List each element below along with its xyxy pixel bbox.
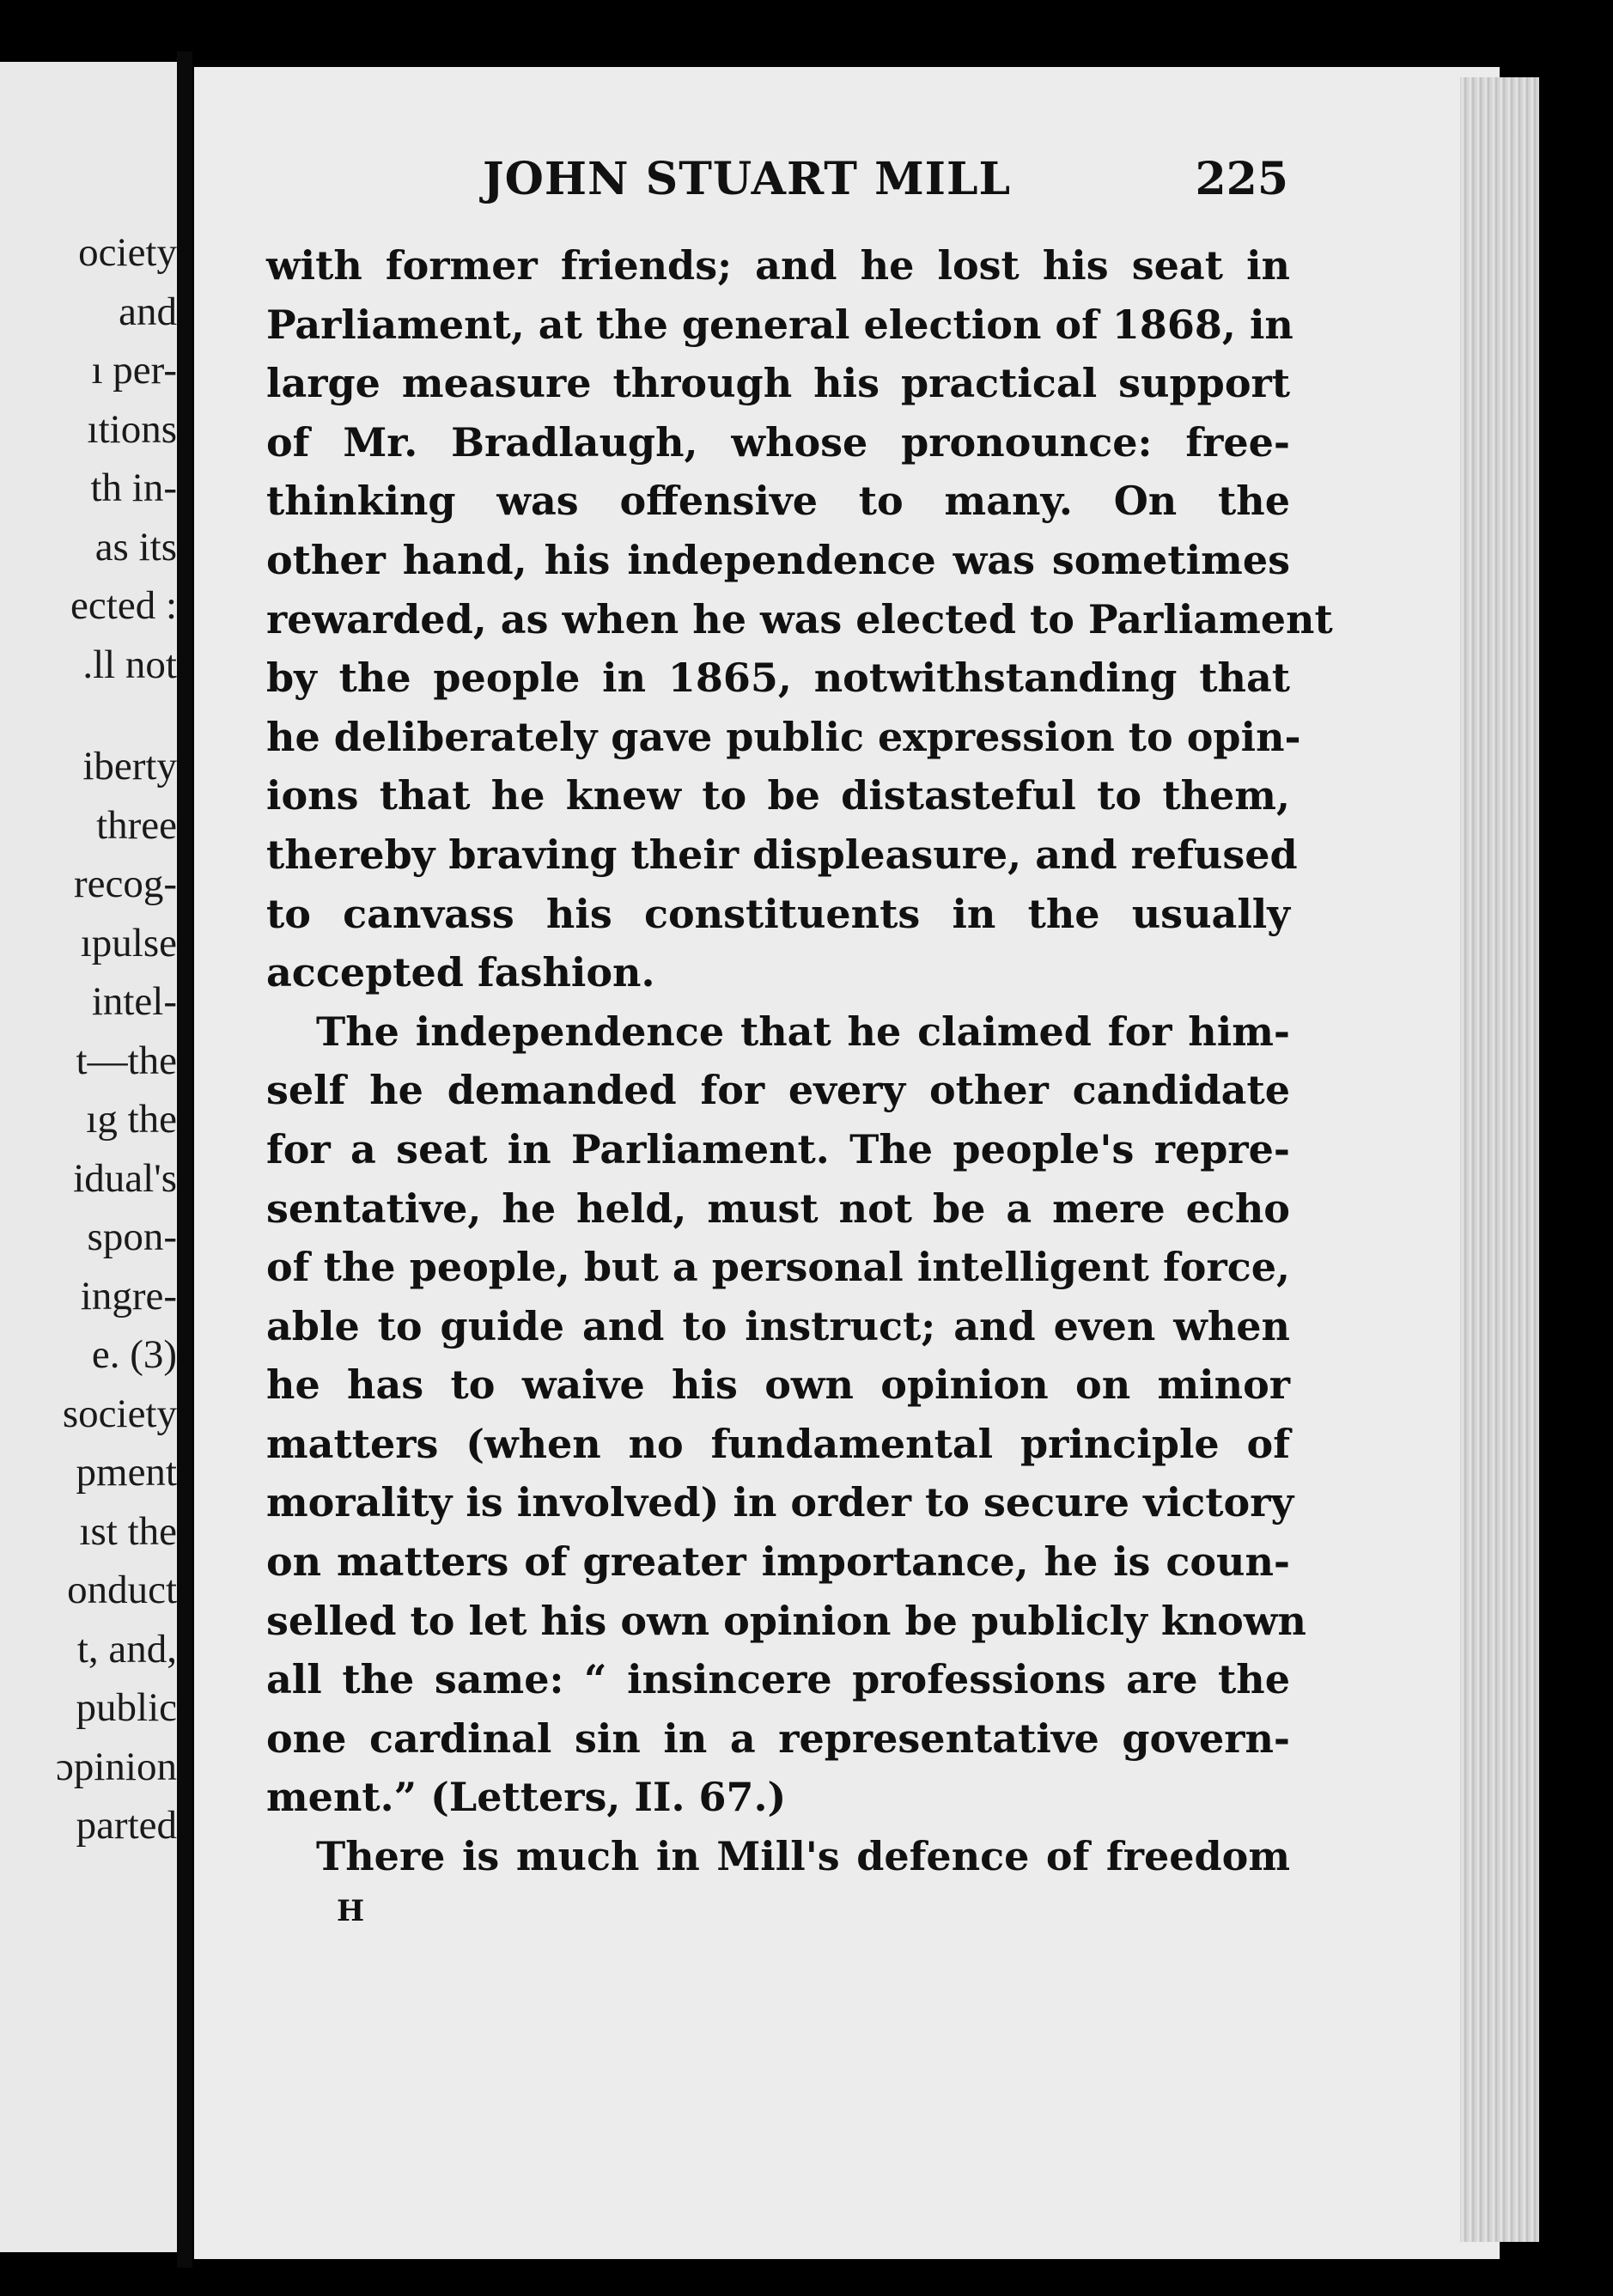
previous-page-line: iberty xyxy=(82,744,177,789)
text-line: The independence that he claimed for him- xyxy=(316,1008,1290,1055)
text-line: all the same: “ insincere professions are the xyxy=(266,1656,1290,1703)
text-line: sentative, he held, must not be a mere echo xyxy=(266,1185,1290,1232)
text-line: of Mr. Bradlaugh, whose pronounce: free- xyxy=(266,418,1290,466)
text-line: matters (when no fundamental principle of xyxy=(266,1420,1290,1467)
body-text xyxy=(266,236,1333,1886)
text-line: thereby braving their displeasure, and refused xyxy=(266,831,1298,878)
previous-page-line: spon- xyxy=(87,1215,177,1259)
previous-page-line: ıpulse xyxy=(80,920,177,965)
previous-page-line: parted xyxy=(76,1803,177,1848)
text-line: of the people, but a personal intelligent force, xyxy=(266,1244,1290,1291)
previous-page-line: intel- xyxy=(91,979,177,1024)
text-line: to canvass his constituents in the usually xyxy=(266,890,1290,937)
text-line: selled to let his own opinion be publicly known xyxy=(266,1597,1306,1644)
previous-page-fragment xyxy=(0,62,191,2252)
previous-page-line: recog- xyxy=(73,862,177,906)
previous-page-line: ıst the xyxy=(79,1508,177,1554)
text-line: morality is involved) in order to secure victory xyxy=(266,1479,1294,1526)
previous-page-line: ı per- xyxy=(91,348,177,393)
previous-page-line: ingre- xyxy=(80,1273,177,1319)
text-line: on matters of greater importance, he is coun- xyxy=(266,1538,1290,1586)
page-number: 225 xyxy=(1195,153,1288,205)
page-edges xyxy=(1460,77,1539,2242)
previous-page-line: three xyxy=(96,802,177,848)
text-line: large measure through his practical support xyxy=(266,360,1290,407)
text-line: There is much in Mill's defence of freedom xyxy=(316,1833,1290,1880)
previous-page-line: idual's xyxy=(73,1155,177,1201)
text-line: rewarded, as when he was elected to Parliament xyxy=(266,595,1333,643)
text-line: ions that he knew to be distasteful to them, xyxy=(266,772,1290,819)
previous-page-line: ıtions xyxy=(87,406,177,452)
signature-mark: H xyxy=(337,1894,365,1928)
previous-page-line: society xyxy=(62,1391,177,1436)
text-line: for a seat in Parliament. The people's repre- xyxy=(266,1125,1290,1172)
previous-page-line: ociety xyxy=(78,230,177,275)
text-line: thinking was offensive to many. On the xyxy=(266,478,1290,525)
previous-page-line: ıg the xyxy=(86,1097,177,1142)
previous-page-spacer xyxy=(56,694,177,737)
previous-page-line: t, and, xyxy=(76,1626,177,1672)
previous-page-line: public xyxy=(76,1685,177,1730)
text-line: ment.” (Letters, II. 67.) xyxy=(266,1774,787,1821)
previous-page-line: ɔpinion xyxy=(56,1744,177,1789)
text-line: Parliament, at the general election of 1868, in xyxy=(266,301,1293,348)
text-line: one cardinal sin in a representative govern- xyxy=(266,1714,1290,1762)
text-line: self he demanded for every other candidate xyxy=(266,1067,1290,1114)
text-line: by the people in 1865, notwithstanding that xyxy=(266,655,1290,702)
text-line: he deliberately gave public expression to opin- xyxy=(266,713,1301,760)
text-line: other hand, his independence was sometimes xyxy=(266,536,1290,583)
text-line: he has to waive his own opinion on minor xyxy=(266,1361,1290,1409)
text-line: able to guide and to instruct; and even when xyxy=(266,1302,1290,1349)
previous-page-line: ected : xyxy=(70,583,177,628)
previous-page-line: and xyxy=(119,289,177,334)
text-line: with former friends; and he lost his seat in xyxy=(266,242,1290,289)
previous-page-line: th in- xyxy=(90,466,177,510)
previous-page-line: as its xyxy=(94,524,177,569)
previous-page-line: e. (3) xyxy=(91,1332,177,1377)
previous-page-line: pment xyxy=(76,1450,177,1495)
previous-page-text xyxy=(56,223,177,1855)
book-gutter xyxy=(177,52,192,2268)
running-head: JOHN STUART MILL xyxy=(483,153,1012,205)
page-header xyxy=(266,153,1288,213)
previous-page-line: onduct xyxy=(67,1568,177,1612)
previous-page-line: t—the xyxy=(76,1038,177,1083)
previous-page-line: .ll not xyxy=(82,642,177,687)
text-line: accepted fashion. xyxy=(266,949,655,996)
